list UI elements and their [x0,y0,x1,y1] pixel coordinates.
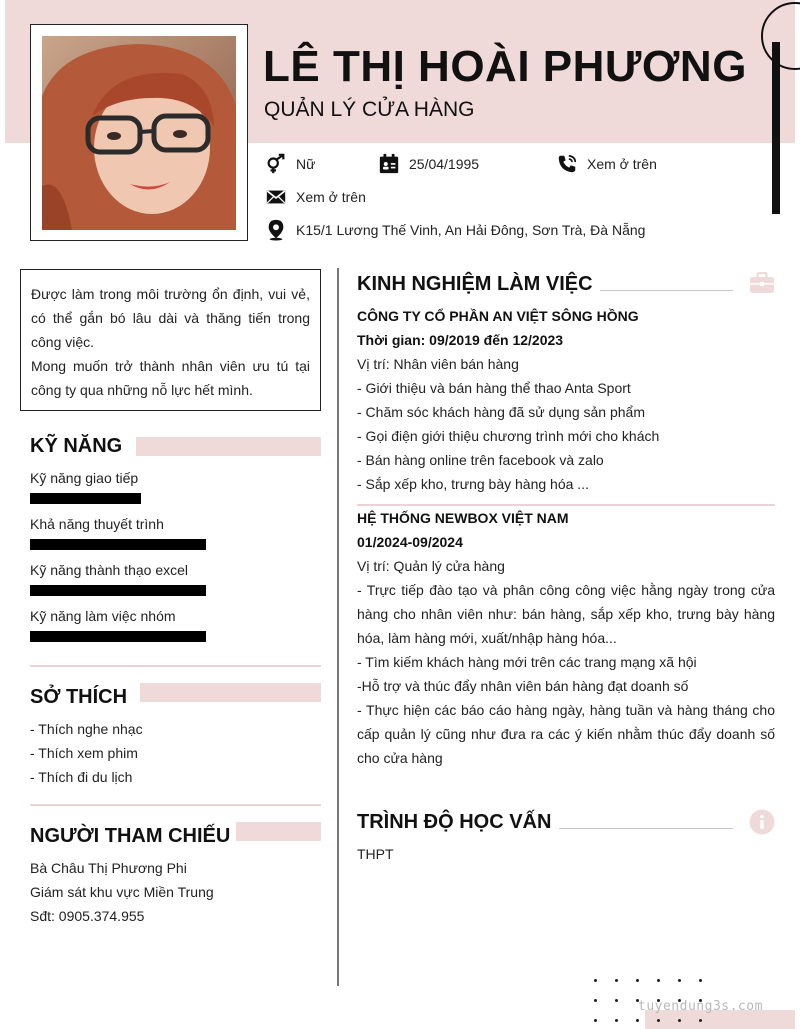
list-item: - Thích xem phim [30,745,138,761]
job-period: Thời gian: 09/2019 đến 12/2023 [357,332,564,348]
list-item: - Thích nghe nhạc [30,721,143,737]
job-duty: - Gọi điện giới thiệu chương trình mới cho khách [357,428,660,444]
phone-icon [556,153,578,175]
dob-value: 25/04/1995 [409,156,480,172]
candidate-role: QUẢN LÝ CỬA HÀNG [264,98,475,121]
watermark: tuyendung3s.com [638,999,763,1014]
skills-title: KỸ NĂNG [30,435,123,457]
candidate-name: LÊ THỊ HOÀI PHƯƠNG [263,42,747,91]
career-objective [20,269,321,411]
job-position: Vị trí: Nhân viên bán hàng [357,356,519,372]
location-pin-icon [265,219,287,241]
section-divider [30,665,321,667]
gender-icon [265,153,287,175]
dob-info [378,153,479,175]
job-duty: - Trực tiếp đào tạo và phân công công việc hằng ngày trong cửa hàng cho nhân viên như: bán hàng, sắp xếp kho, trưng bày hàng hóa, làm hàng mới, xuất/nhập hàng hóa... [357,582,775,646]
skill-label: Kỹ năng thành thạo excel [30,562,189,578]
education-value: THPT [357,846,394,862]
section-divider [30,804,321,806]
objective-paragraph: Mong muốn trở thành nhân viên ưu tú tại công ty qua những nỗ lực hết mình. [31,358,310,398]
skill-level-bar [30,493,141,504]
email-info [265,186,366,208]
job-duty: - Sắp xếp kho, trưng bày hàng hóa ... [357,476,589,492]
job-duty: - Chăm sóc khách hàng đã sử dụng sản phẩm [357,404,645,420]
job-duty: - Bán hàng online trên facebook và zalo [357,452,604,468]
email-value: Xem ở trên [296,189,366,205]
skills-title-bar [136,437,321,456]
address-value: K15/1 Lương Thế Vinh, An Hải Đông, Sơn Trà, Đà Nẵng [296,222,646,238]
calendar-icon [378,153,400,175]
references-title: NGƯỜI THAM CHIẾU [30,825,231,847]
gender-info [265,153,315,175]
reference-line: Bà Châu Thị Phương Phi [30,860,187,876]
phone-value: Xem ở trên [587,156,657,172]
job-period: 01/2024-09/2024 [357,534,463,550]
mail-icon [265,186,287,208]
reference-line: Sđt: 0905.374.955 [30,908,145,924]
education-title: TRÌNH ĐỘ HỌC VẤN [357,811,552,833]
skill-label: Kỹ năng giao tiếp [30,470,139,486]
list-item: - Thích đi du lịch [30,769,133,785]
objective-paragraph: Được làm trong môi trường ổn định, vui vẻ, có thể gắn bó lâu dài và thăng tiến trong công việc. [31,286,310,350]
briefcase-icon [749,272,775,294]
phone-info [556,153,657,175]
job-duty: - Giới thiệu và bán hàng thể thao Anta Sport [357,380,631,396]
job-entry [357,304,775,496]
title-rule [600,290,733,291]
address-info [265,219,645,241]
skill-level-bar [30,539,206,550]
job-duty: - Tìm kiếm khách hàng mới trên các trang mạng xã hội [357,654,697,670]
hobbies-title-bar [140,683,321,702]
skill-level-bar [30,585,206,596]
skill-label: Khả năng thuyết trình [30,516,164,532]
hobbies-list [30,717,143,789]
avatar [42,36,236,230]
gender-value: Nữ [296,156,316,172]
references-list [30,856,214,928]
column-separator [337,268,339,986]
info-icon [749,809,775,835]
title-rule [559,828,733,829]
job-entry [357,506,775,770]
reference-line: Giám sát khu vực Miền Trung [30,884,214,900]
skill-level-bar [30,631,206,642]
hobbies-title: SỞ THÍCH [30,686,128,708]
skill-label: Kỹ năng làm việc nhóm [30,608,176,624]
decorative-bar [772,42,780,214]
references-title-bar [236,822,321,841]
job-duty: - Thực hiện các báo cáo hàng ngày, hàng tuần và hàng tháng cho cấp quản lý cũng như đưa ra các ý kiến nhằm thúc đẩy doanh số cho cửa hàng [357,702,775,766]
job-company: HỆ THỐNG NEWBOX VIỆT NAM [357,510,569,526]
job-duty: -Hỗ trợ và thúc đẩy nhân viên bán hàng đạt doanh số [357,678,689,694]
job-company: CÔNG TY CỔ PHẦN AN VIỆT SÔNG HỒNG [357,308,639,324]
job-position: Vị trí: Quản lý cửa hàng [357,558,505,574]
experience-title: KINH NGHIỆM LÀM VIỆC [357,273,593,295]
